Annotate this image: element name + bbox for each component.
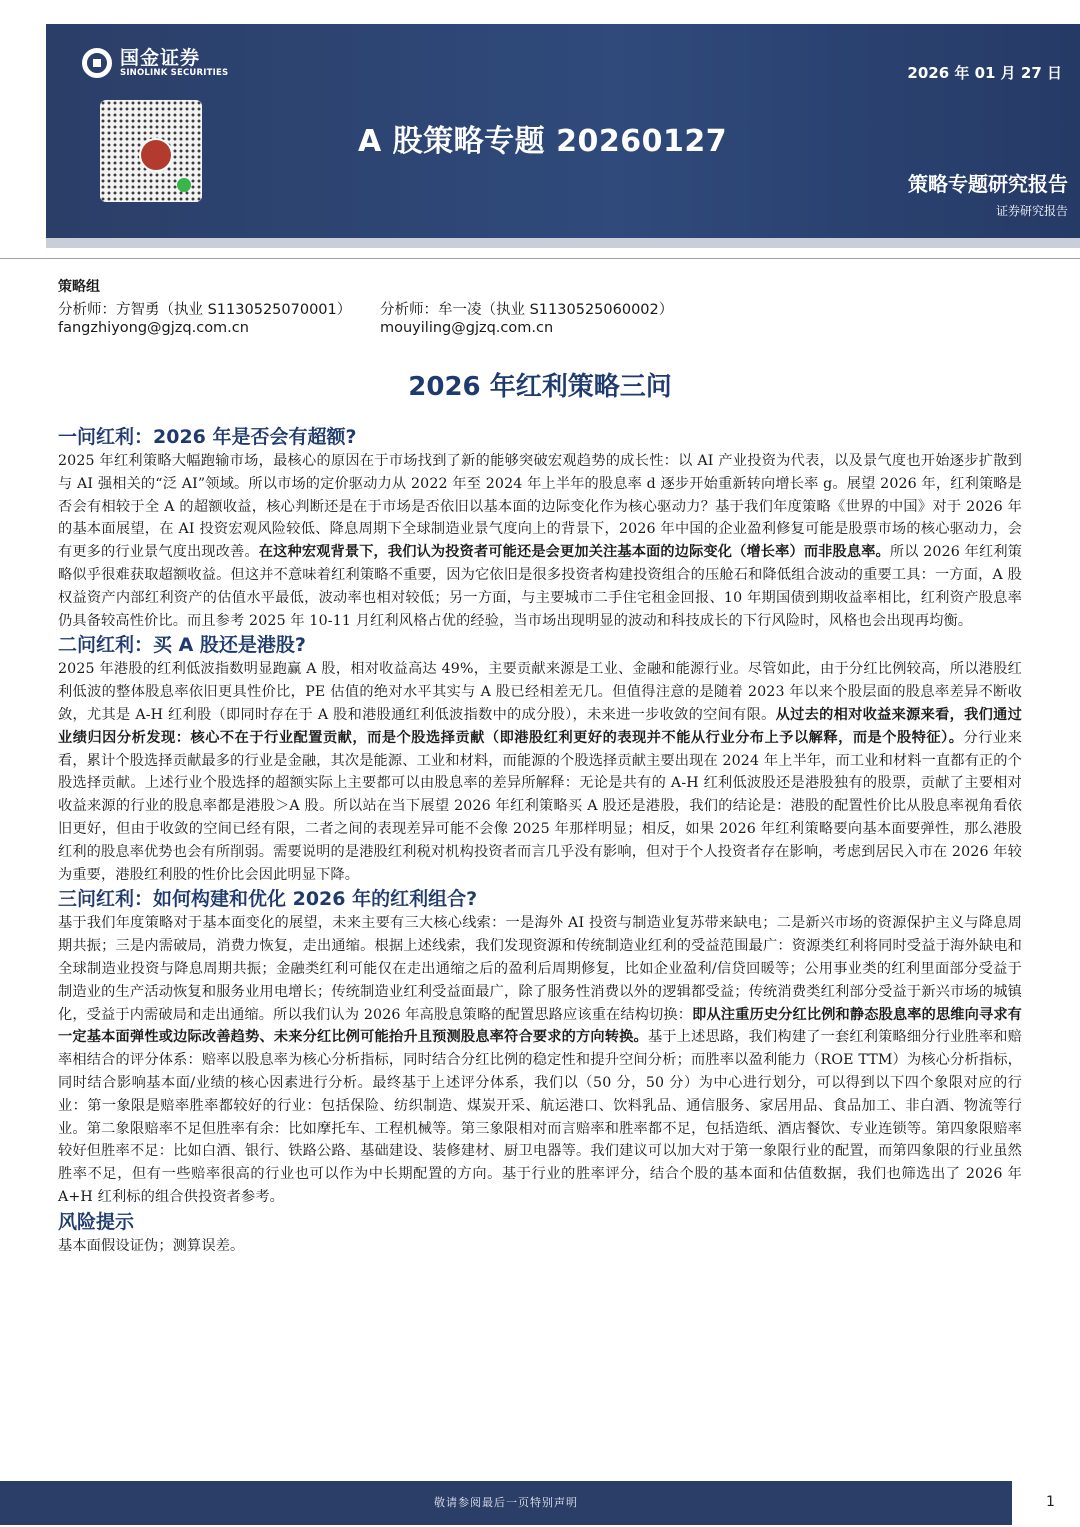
document-title: 2026 年红利策略三问 [408,372,672,402]
section-1-title: 一问红利：2026 年是否会有超额? [58,426,357,448]
section-2-title: 二问红利：买 A 股还是港股? [58,634,306,657]
risk-title: 风险提示 [58,1210,135,1233]
footer-disclaimer: 敬请参阅最后一页特别声明 [434,1496,578,1509]
report-date: 2026 年 01 月 27 日 [907,64,1062,82]
report-type: 策略专题研究报告 [908,172,1068,196]
section-3-title: 三问红利：如何构建和优化 2026 年的红利组合? [58,888,478,911]
section-2-body: 2025 年港股的红利低波指数明显跑赢 A 股，相对收益高达 49%，主要贡献来源是工业、金融和能源行业。尽管如此，由于分红比例较高，所以港股红利低波的整体股息率依旧更具性价比，PE 估值的绝对水平其实与 A 股已经相差无几。但值得注意的是随着 2023 年以来个股层面的股息率差异不断收敛，尤其是 A-H 红利股（即同时存在于 A 股和港股通红利低波指数中的成分股），未来进一步收敛的空间有限。从过去的相对收益来源来看，我们通过业绩归因分析发现：核心不在于行业配置贡献，而是个股选择贡献（即港股红利更好的表现并不能从行业分布上予以解释，而是个股特征）。分行业来看，累计个股选择贡献最多的行业是金融，其次是能源、工业和材料，而能源的个股选择贡献主要出现在 2024 年上半年，而工业和材料一直都有正的个股选择贡献。上述行业个股选择的超额实际上主要都可以由股息率的差异所解释：无论是共有的 A-H 红利低波股还是港股独有的股票，贡献了主要相对收益来源的行业的股息率都是港股＞A 股。所以站在当下展望 2026 年红利策略买 A 股还是港股，我们的结论是：港股的配置性价比从股息率视角看依旧更好，但由于收敛的空间已经有限，二者之间的表现差异可能不会像 2025 年那样明显；相反，如果 2026 年红利策略要向基本面要弹性，那么港股红利的股息率优势也会有所削弱。需要说明的是港股红利税对机构投资者而言几乎没有影响，但对于个人投资者存在影响，考虑到居民入市在 2026 年较为重要，港股红利股的性价比会因此明显下降。 [58,661,1022,883]
risk-body: 基本面假设证伪；测算误差。 [58,1237,245,1254]
wechat-badge-icon [177,178,191,192]
analyst-2: 分析师：牟一凌（执业 S1130525060002） [380,302,674,318]
section-3-body: 基于我们年度策略对于基本面变化的展望，未来主要有三大核心线索：一是海外 AI 投资与制造业复苏带来缺电；二是新兴市场的资源保护主义与降息周期共振；三是内需破局，消费力恢复，走出通缩。根据上述线索，我们发现资源和传统制造业红利的受益范围最广：资源类红利将同时受益于海外缺电和全球制造业投资与降息周期共振；金融类红利可能仅在走出通缩之后的盈利后周期修复，比如企业盈利/信贷回暖等；公用事业类的红利里面部分受益于制造业的生产活动恢复和服务业用电增长；传统制造业红利受益面最广，除了服务性消费以外的逻辑都受益；传统消费类红利部分受益于新兴市场的城镇化，受益于内需破局和走出通缩。所以我们认为 2026 年高股息策略的配置思路应该重在结构切换：即从注重历史分红比例和静态股息率的思维向寻求有一定基本面弹性或边际改善趋势、未来分红比例可能抬升且预测股息率符合要求的方向转换。基于上述思路，我们构建了一套红利策略细分行业胜率和赔率相结合的评分体系：赔率以股息率为核心分析指标，同时结合分红比例的稳定性和提升空间分析；而胜率以盈利能力（ROE TTM）为核心分析指标，同时结合影响基本面/业绩的核心因素进行分析。最终基于上述评分体系，我们以（50 分，50 分）为中心进行划分，可以得到以下四个象限对应的行业：第一象限是赔率胜率都较好的行业：包括保险、纺织制造、煤炭开采、航运港口、饮料乳品、通信服务、家居用品、食品加工、非白酒、物流等行业。第二象限赔率不足但胜率有余：比如摩托车、工程机械等。第三象限相对而言赔率和胜率都不足，包括造纸、酒店餐饮、专业连锁等。第四象限赔率较好但胜率不足：比如白酒、银行、铁路公路、基础建设、装修建材、厨卫电器等。我们建议可以加大对于第一象限行业的配置，而第四象限的行业虽然胜率不足，但有一些赔率很高的行业也可以作为中长期配置的方向。基于行业的胜率评分，结合个股的基本面和估值数据，我们也筛选出了 2026 年 A+H 红利标的组合供投资者参考。 [58,915,1022,1205]
company-logo [82,48,228,78]
logo-cn-text: 国金证券 [120,47,201,69]
analyst-2-email: mouyiling@gjzq.com.cn [380,320,554,336]
logo-en-text: SINOLINK SECURITIES [120,68,229,78]
header-banner-shadow [46,238,1080,248]
report-body [58,424,1022,1258]
research-team: 策略组 [58,279,100,295]
report-title: A 股策略专题 20260127 [358,124,728,159]
qr-center-logo-icon [139,138,173,172]
header-divider [0,258,1080,259]
section-1-body: 2025 年红利策略大幅跑输市场，最核心的原因在于市场找到了新的能够突破宏观趋势的成长性：以 AI 产业投资为代表，以及景气度也开始逐步扩散到与 AI 强相关的“泛 AI”领域。所以市场的定价驱动力从 2022 年至 2024 年上半年的股息率 d 逐步开始重新转向增长率 g。展望 2026 年，红利策略是否会有相较于全 A 的超额收益，核心判断还是在于市场是否依旧以基本面的边际变化作为核心驱动力？基于我们年度策略《世界的中国》对于 2026 年的基本面展望，在 AI 投资宏观风险较低、降息周期下全球制造业景气度向上的背景下，2026 年中国的企业盈利修复可能是股票市场的核心驱动力，会有更多的行业景气度出现改善。在这种宏观背景下，我们认为投资者可能还是会更加关注基本面的边际变化（增长率）而非股息率。所以 2026 年红利策略似乎很难获取超额收益。但这并不意味着红利策略不重要，因为它依旧是很多投资者构建投资组合的压舱石和降低组合波动的重要工具：一方面，A 股权益资产内部红利资产的估值水平最低，波动率也相对较低；另一方面，与主要城市二手住宅租金回报、10 年期国债到期收益率相比，红利资产股息率仍具备较高性价比。而且参考 2025 年 10-11 月红利风格占优的经验，当市场出现明显的波动和科技成长的下行风险时，风格也会出现再均衡。 [58,453,1022,629]
report-subtype: 证券研究报告 [995,204,1068,218]
logo-mark-icon [82,48,112,78]
page-number: 1 [1046,1494,1055,1510]
analyst-1-email: fangzhiyong@gjzq.com.cn [58,320,249,336]
analyst-1: 分析师：方智勇（执业 S1130525070001） [58,302,352,318]
